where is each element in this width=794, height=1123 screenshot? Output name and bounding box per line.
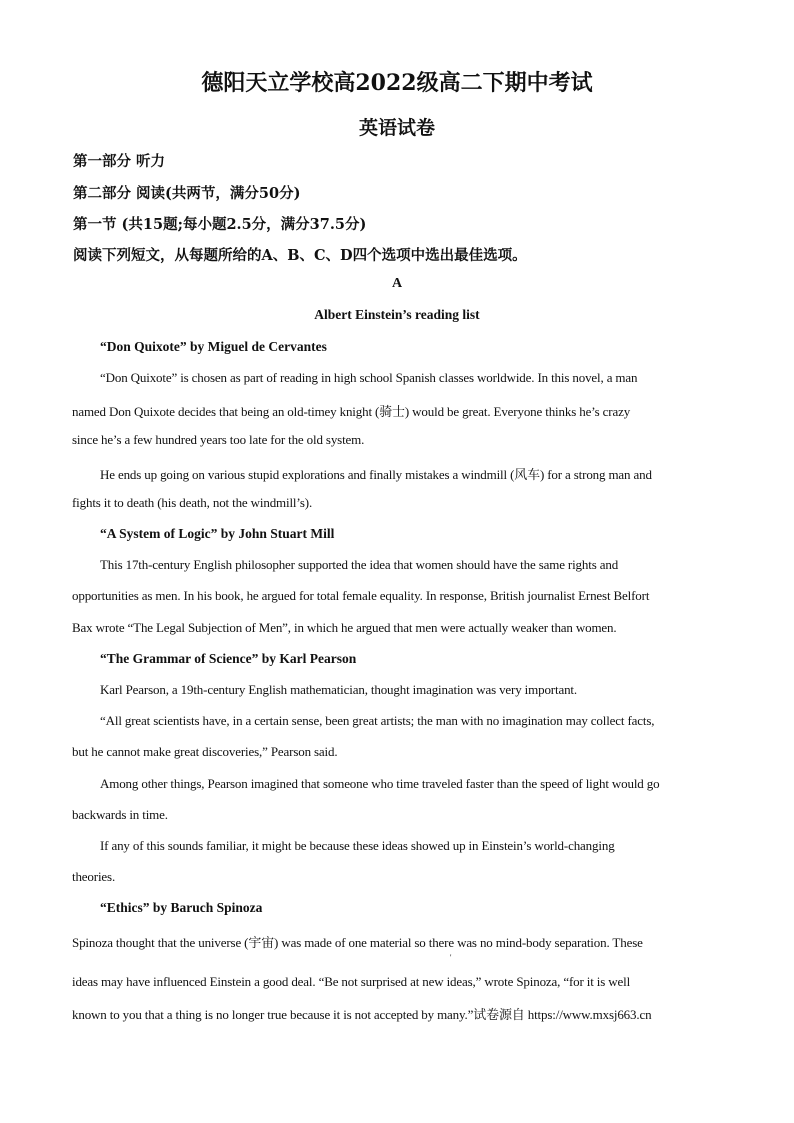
passage-title: Albert Einstein’s reading list (314, 307, 480, 322)
paragraph-line: known to you that a thing is no longer true because it is not accepted by many.”试卷源自 https://www.mxsj663.cn (72, 1007, 652, 1022)
paragraph-line: Bax wrote “The Legal Subjection of Men”, in which he argued that men were actually weaker than women. (72, 620, 617, 635)
paragraph-line: theories. (72, 869, 116, 884)
stray-mark: ' (450, 953, 452, 962)
paragraph-line: Spinoza thought that the universe (宇宙) was made of one material so there was no mind-body separation. These (72, 935, 643, 950)
paragraph-line: “Don Quixote” is chosen as part of reading in high school Spanish classes worldwide. In this novel, a man (100, 370, 638, 385)
instruction-text: 阅读下列短文，从每题所给的A、B、C、D四个选项中选出最佳选项。 (73, 247, 527, 264)
paragraph-line: but he cannot make great discoveries,” Pearson said. (72, 744, 338, 759)
paragraph-line: He ends up going on various stupid explorations and finally mistakes a windmill (风车) for a strong man and (100, 467, 652, 482)
exam-title: 德阳天立学校高2022级高二下期中考试 (201, 70, 593, 96)
paragraph-line: since he’s a few hundred years too late for the old system. (72, 432, 365, 447)
exam-subtitle: 英语试卷 (358, 117, 435, 139)
paragraph-line: opportunities as men. In his book, he argued for total female equality. In response, British journalist Ernest Belfort (72, 588, 650, 603)
book-heading: “A System of Logic” by John Stuart Mill (100, 526, 335, 541)
paragraph-line: Among other things, Pearson imagined that someone who time traveled faster than the speed of light would go (100, 776, 660, 791)
part-one-heading: 第一部分 听力 (73, 153, 166, 170)
book-heading: “Don Quixote” by Miguel de Cervantes (100, 339, 327, 354)
paragraph-line: fights it to death (his death, not the windmill’s). (72, 495, 313, 510)
paragraph-line: backwards in time. (72, 807, 168, 822)
book-heading: “Ethics” by Baruch Spinoza (100, 900, 263, 915)
paragraph-line: ideas may have influenced Einstein a good deal. “Be not surprised at new ideas,” wrote Spinoza, “for it is well (72, 974, 631, 989)
paragraph-line: This 17th-century English philosopher supported the idea that women should have the same rights and (100, 557, 619, 572)
paragraph-line: If any of this sounds familiar, it might be because these ideas showed up in Einstein’s world-changing (100, 838, 615, 853)
paragraph-line: “All great scientists have, in a certain sense, been great artists; the man with no imagination may collect facts, (100, 713, 655, 728)
book-heading: “The Grammar of Science” by Karl Pearson (100, 651, 357, 666)
passage-label: A (391, 276, 403, 291)
paragraph-line: Karl Pearson, a 19th-century English mathematician, thought imagination was very important. (100, 682, 577, 697)
part-two-heading: 第二部分 阅读(共两节，满分50分) (73, 185, 301, 202)
section-one-heading: 第一节 (共15题;每小题2.5分，满分37.5分) (73, 216, 367, 233)
paragraph-line: named Don Quixote decides that being an old-timey knight (骑士) would be great. Everyone thinks he’s crazy (72, 404, 631, 419)
